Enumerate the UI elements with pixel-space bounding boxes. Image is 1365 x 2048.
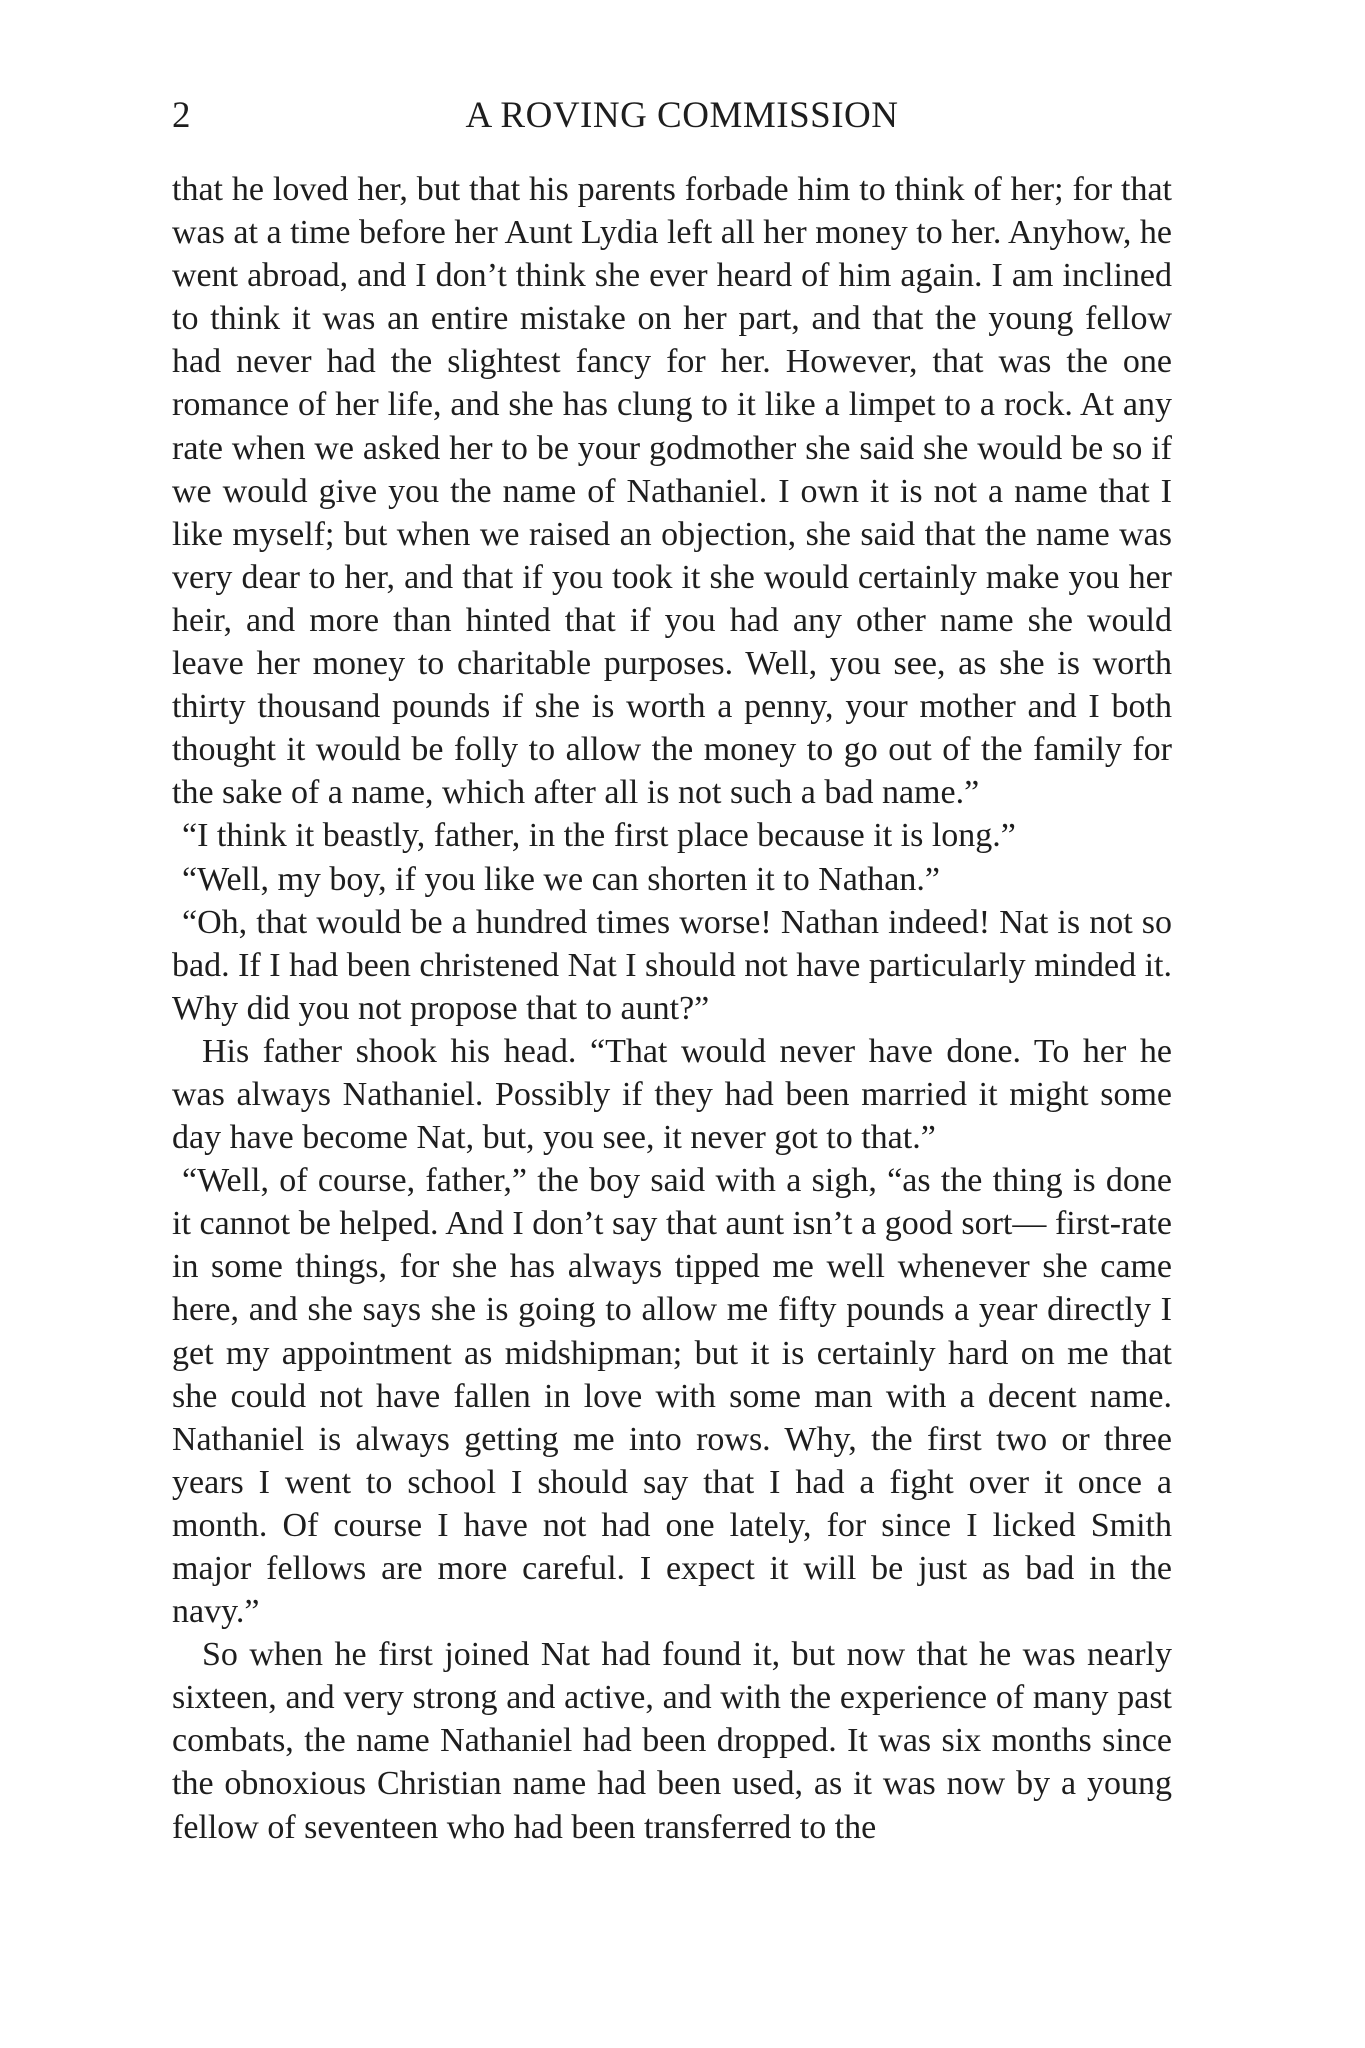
running-title: A ROVING COMMISSION xyxy=(465,95,899,136)
page-number: 2 xyxy=(172,95,191,136)
paragraph: His father shook his head. “That would never have done. To her he was always Nathaniel. Possibly if they had been married it might some day have become Nat, but, you see, it never got to that.” xyxy=(172,1032,1172,1157)
paragraph: “Oh, that would be a hundred times worse! Nathan indeed! Nat is not so bad. If I had been christened Nat I should not have particularly minded it. Why did you not propose that to aunt?” xyxy=(172,903,1172,1027)
page-header xyxy=(172,92,1192,140)
paragraph: So when he first joined Nat had found it, but now that he was nearly sixteen, and very strong and active, and with the experience of many past combats, the name Nathaniel had been dropped. It was six months since the obnoxious Christian name had been used, as it was now by a young fellow of seventeen who had been transferred to the xyxy=(172,1636,1172,1846)
paragraph: “I think it beastly, father, in the first place because it is long.” xyxy=(182,817,1016,855)
body-text xyxy=(172,168,1172,1849)
paragraph: “Well, my boy, if you like we can shorten it to Nathan.” xyxy=(182,860,940,898)
paragraph: that he loved her, but that his parents forbade him to think of her; for that was at a time before her Aunt Lydia left all her money to her. Anyhow, he went abroad, and I don’t think she ever heard of him again. I am inclined to think it was an entire mistake on her part, and that the young fellow had never had the slightest fancy for her. However, that was the one romance of her life, and she has clung to it like a limpet to a rock. At any rate when we asked her to be your godmother she said she would be so if we would give you the name of Nathaniel. I own it is not a name that I like myself; but when we raised an objection, she said that the name was very dear to her, and that if you took it she would certainly make you her heir, and more than hinted that if you had any other name she would leave her money to charitable purposes. Well, you see, as she is worth thirty thousand pounds if she is worth a penny, your mother and I both thought it would be folly to allow the money to go out of the family for the sake of a name, which after all is not such a bad name.” xyxy=(172,171,1172,812)
paragraph: “Well, of course, father,” the boy said with a sigh, “as the thing is done it cannot be helped. And I don’t say that aunt isn’t a good sort— first-rate in some things, for she has always tipped me well whenever she came here, and she says she is going to allow me fifty pounds a year directly I get my appointment as midshipman; but it is certainly hard on me that she could not have fallen in love with some man with a decent name. Nathaniel is always getting me into rows. Why, the first two or three years I went to school I should say that I had a fight over it once a month. Of course I have not had one lately, for since I licked Smith major fellows are more careful. I expect it will be just as bad in the navy.” xyxy=(172,1162,1172,1631)
